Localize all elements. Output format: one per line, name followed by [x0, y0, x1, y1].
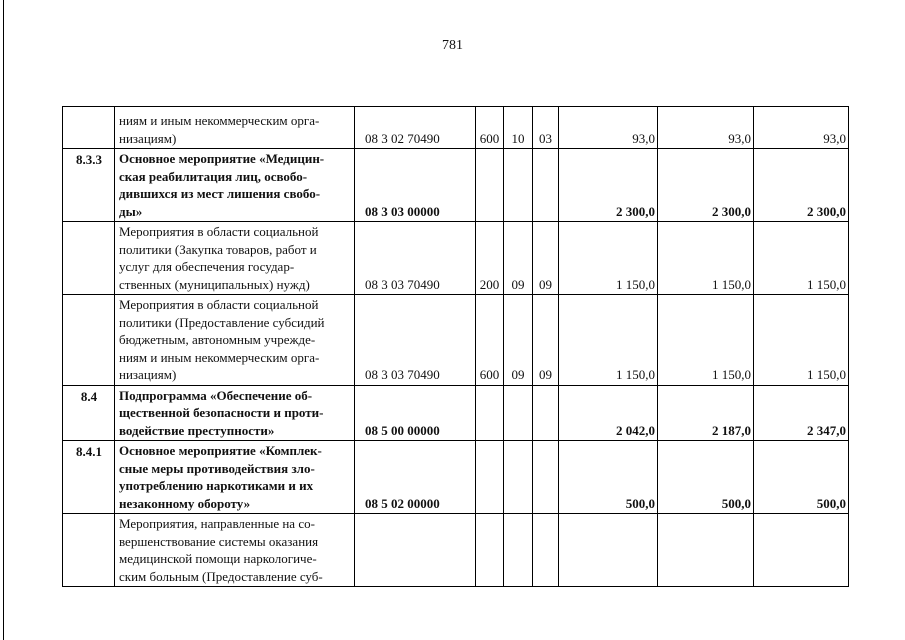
target-code-cell: 08 5 02 00000 [355, 441, 476, 514]
subsection-cell [533, 514, 559, 587]
amount-year3-cell: 1 150,0 [754, 222, 849, 295]
row-number-cell [63, 514, 115, 587]
amount-year2-cell: 1 150,0 [658, 295, 754, 386]
subsection-cell: 03 [533, 107, 559, 149]
row-number-cell [63, 107, 115, 149]
subsection-cell [533, 385, 559, 441]
name-line: водействие преступности» [119, 422, 275, 438]
name-line: сные меры противодействия зло- [119, 460, 315, 476]
amount-year1-cell [559, 514, 658, 587]
name-line: щественной безопасности и проти- [119, 405, 324, 420]
name-line: ственных (муниципальных) нужд) [119, 276, 310, 292]
name-line: вершенствование системы оказания [119, 533, 319, 549]
amount-year3-cell: 93,0 [754, 107, 849, 149]
table-row [63, 222, 849, 295]
row-number-cell: 8.4 [63, 385, 115, 441]
amount-year2-cell: 500,0 [658, 441, 754, 514]
row-name-cell [115, 441, 355, 514]
target-code-cell: 08 3 03 70490 [355, 295, 476, 386]
section-cell: 09 [504, 295, 533, 386]
amount-year3-cell [754, 514, 849, 587]
amount-year2-cell: 93,0 [658, 107, 754, 149]
page-number: 781 [442, 38, 463, 53]
section-cell [504, 514, 533, 587]
amount-year3-cell: 1 150,0 [754, 295, 849, 386]
amount-year1-cell: 2 300,0 [559, 149, 658, 222]
name-line: медицинской помощи наркологиче- [119, 551, 317, 566]
name-line: дившихся из мест лишения свобо- [119, 186, 321, 201]
section-cell [504, 149, 533, 222]
name-line: ская реабилитация лиц, освобо- [119, 168, 308, 184]
name-line: низациям) [119, 367, 177, 382]
name-line: Основное мероприятие «Комплек- [119, 443, 322, 458]
row-name-cell [115, 514, 355, 587]
target-code-cell: 08 3 03 70490 [355, 222, 476, 295]
name-line: Мероприятия в области социальной [119, 224, 319, 239]
section-cell [504, 441, 533, 514]
row-number-cell [63, 222, 115, 295]
amount-year1-cell: 1 150,0 [559, 295, 658, 386]
table-row [63, 295, 849, 386]
name-line: Мероприятия, направленные на со- [119, 516, 315, 531]
name-line: ским больным (Предоставление суб- [119, 568, 323, 584]
section-cell: 09 [504, 222, 533, 295]
table-row [63, 107, 849, 149]
row-name-cell [115, 385, 355, 441]
amount-year2-cell: 2 300,0 [658, 149, 754, 222]
name-line: ниям и иным некоммерческим орга- [119, 113, 320, 128]
name-line: политики (Предоставление субсидий [119, 314, 325, 330]
name-line: употреблению наркотиками и их [119, 478, 314, 493]
row-name-cell [115, 107, 355, 149]
amount-year2-cell [658, 514, 754, 587]
expense-type-cell [476, 441, 504, 514]
subsection-cell: 09 [533, 295, 559, 386]
expense-type-cell [476, 514, 504, 587]
amount-year1-cell: 1 150,0 [559, 222, 658, 295]
name-line: услуг для обеспечения государ- [119, 259, 295, 274]
target-code-cell [355, 514, 476, 587]
amount-year1-cell: 2 042,0 [559, 385, 658, 441]
target-code-cell: 08 3 02 70490 [355, 107, 476, 149]
row-name-cell [115, 222, 355, 295]
expense-type-cell [476, 385, 504, 441]
name-line: незаконному обороту» [119, 495, 251, 511]
name-line: политики (Закупка товаров, работ и [119, 241, 317, 257]
table-row [63, 385, 849, 441]
name-line: низациям) [119, 130, 177, 146]
section-cell: 10 [504, 107, 533, 149]
target-code-cell: 08 3 03 00000 [355, 149, 476, 222]
amount-year3-cell: 500,0 [754, 441, 849, 514]
amount-year2-cell: 2 187,0 [658, 385, 754, 441]
row-number-cell: 8.4.1 [63, 441, 115, 514]
expense-type-cell [476, 149, 504, 222]
section-cell [504, 385, 533, 441]
row-name-cell [115, 149, 355, 222]
subsection-cell: 09 [533, 222, 559, 295]
row-number-cell: 8.3.3 [63, 149, 115, 222]
budget-table [62, 106, 849, 587]
table-row [63, 514, 849, 587]
expense-type-cell: 200 [476, 222, 504, 295]
name-line: Подпрограмма «Обеспечение об- [119, 387, 313, 403]
row-number-cell [63, 295, 115, 386]
expense-type-cell: 600 [476, 295, 504, 386]
amount-year2-cell: 1 150,0 [658, 222, 754, 295]
subsection-cell [533, 149, 559, 222]
amount-year3-cell: 2 347,0 [754, 385, 849, 441]
amount-year3-cell: 2 300,0 [754, 149, 849, 222]
table-row [63, 149, 849, 222]
amount-year1-cell: 500,0 [559, 441, 658, 514]
name-line: ниям и иным некоммерческим орга- [119, 349, 320, 365]
target-code-cell: 08 5 00 00000 [355, 385, 476, 441]
row-name-cell [115, 295, 355, 386]
name-line: Мероприятия в области социальной [119, 297, 319, 312]
name-line: ды» [119, 203, 143, 219]
expense-type-cell: 600 [476, 107, 504, 149]
name-line: бюджетным, автономным учрежде- [119, 332, 316, 347]
table-row [63, 441, 849, 514]
left-margin-rule [3, 0, 4, 640]
subsection-cell [533, 441, 559, 514]
amount-year1-cell: 93,0 [559, 107, 658, 149]
name-line: Основное мероприятие «Медицин- [119, 151, 325, 166]
